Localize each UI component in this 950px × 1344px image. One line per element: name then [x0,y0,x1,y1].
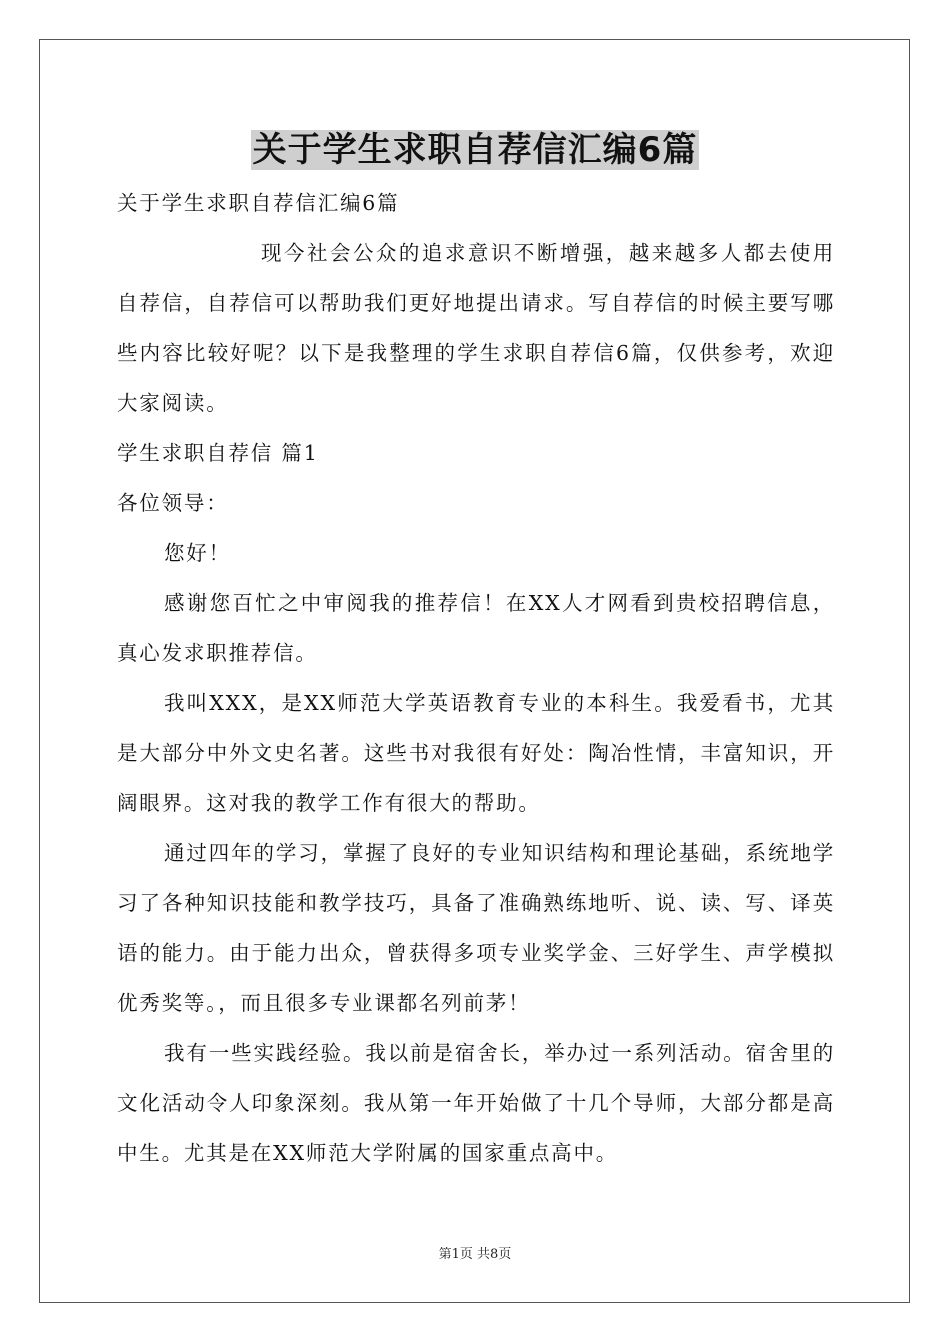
subtitle: 关于学生求职自荐信汇编6篇 [117,191,400,215]
greeting: 您好！ [164,541,231,565]
intro-paragraph: 现今社会公众的追求意识不断增强，越来越多人都去使用自荐信，自荐信可以帮助我们更好地提出请求。写自荐信的时候主要写哪些内容比较好呢？以下是我整理的学生求职自荐信6篇，仅供参考，欢迎大家阅读。 [117,241,835,415]
salutation: 各位领导： [117,491,229,515]
page-number-footer: 第1页 共8页 [438,1247,512,1262]
document-title [0,128,950,172]
document-title-text: 关于学生求职自荐信汇编6篇 [252,130,698,170]
body-paragraph-2: 我叫XXX，是XX师范大学英语教育专业的本科生。我爱看书，尤其是大部分中外文史名著。这些书对我很有好处：陶冶性情，丰富知识，开阔眼界。这对我的教学工作有很大的帮助。 [117,691,835,815]
body-paragraph-4: 我有一些实践经验。我以前是宿舍长，举办过一系列活动。宿舍里的文化活动令人印象深刻。我从第一年开始做了十几个导师，大部分都是高中生。尤其是在XX师范大学附属的国家重点高中。 [117,1041,835,1165]
document-body [117,178,835,1178]
section-heading: 学生求职自荐信 篇1 [117,441,319,465]
body-paragraph-3: 通过四年的学习，掌握了良好的专业知识结构和理论基础，系统地学习了各种知识技能和教学技巧，具备了准确熟练地听、说、读、写、译英语的能力。由于能力出众，曾获得多项专业奖学金、三好学生、声学模拟优秀奖等。，而且很多专业课都名列前茅！ [117,841,835,1015]
body-paragraph-1: 感谢您百忙之中审阅我的推荐信！在XX人才网看到贵校招聘信息，真心发求职推荐信。 [117,591,835,665]
